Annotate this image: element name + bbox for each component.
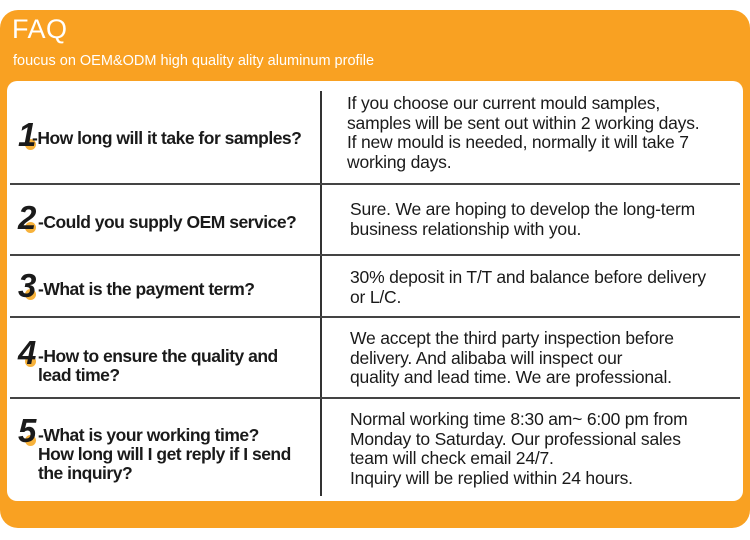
row-divider — [10, 254, 740, 256]
row-divider — [10, 397, 740, 399]
question-text: -How to ensure the quality and lead time? — [38, 346, 278, 385]
page-title: FAQ — [12, 14, 68, 44]
answer-text: Sure. We are hoping to develop the long-term business relationship with you. — [350, 199, 695, 239]
page-subtitle: foucus on OEM&ODM high quality ality aluminum profile — [13, 53, 375, 69]
answer-text: 30% deposit in T/T and balance before delivery or L/C. — [350, 267, 706, 307]
question-text: -What is your working time? How long will I get reply if I send the inquiry? — [38, 425, 291, 483]
question-number: 3 — [18, 267, 37, 304]
question-number: 1 — [18, 116, 37, 153]
question-number: 2 — [18, 199, 37, 236]
question-text: -What is the payment term? — [38, 279, 255, 299]
question-text: -Could you supply OEM service? — [38, 212, 297, 232]
row-divider — [10, 316, 740, 318]
question-number: 5 — [18, 412, 37, 449]
answer-text: Normal working time 8:30 am~ 6:00 pm from Monday to Saturday. Our professional sales team will check email 24/7. Inquiry will be replied within 24 hours. — [350, 409, 688, 488]
row-divider — [10, 183, 740, 185]
question-number: 4 — [18, 334, 37, 371]
answer-text: We accept the third party inspection before delivery. And alibaba will inspect our quality and lead time. We are professional. — [350, 328, 674, 387]
answer-text: If you choose our current mould samples, samples will be sent out within 2 working days. If new mould is needed, normally it will take 7 working days. — [347, 93, 700, 172]
question-text: -How long will it take for samples? — [32, 128, 302, 148]
